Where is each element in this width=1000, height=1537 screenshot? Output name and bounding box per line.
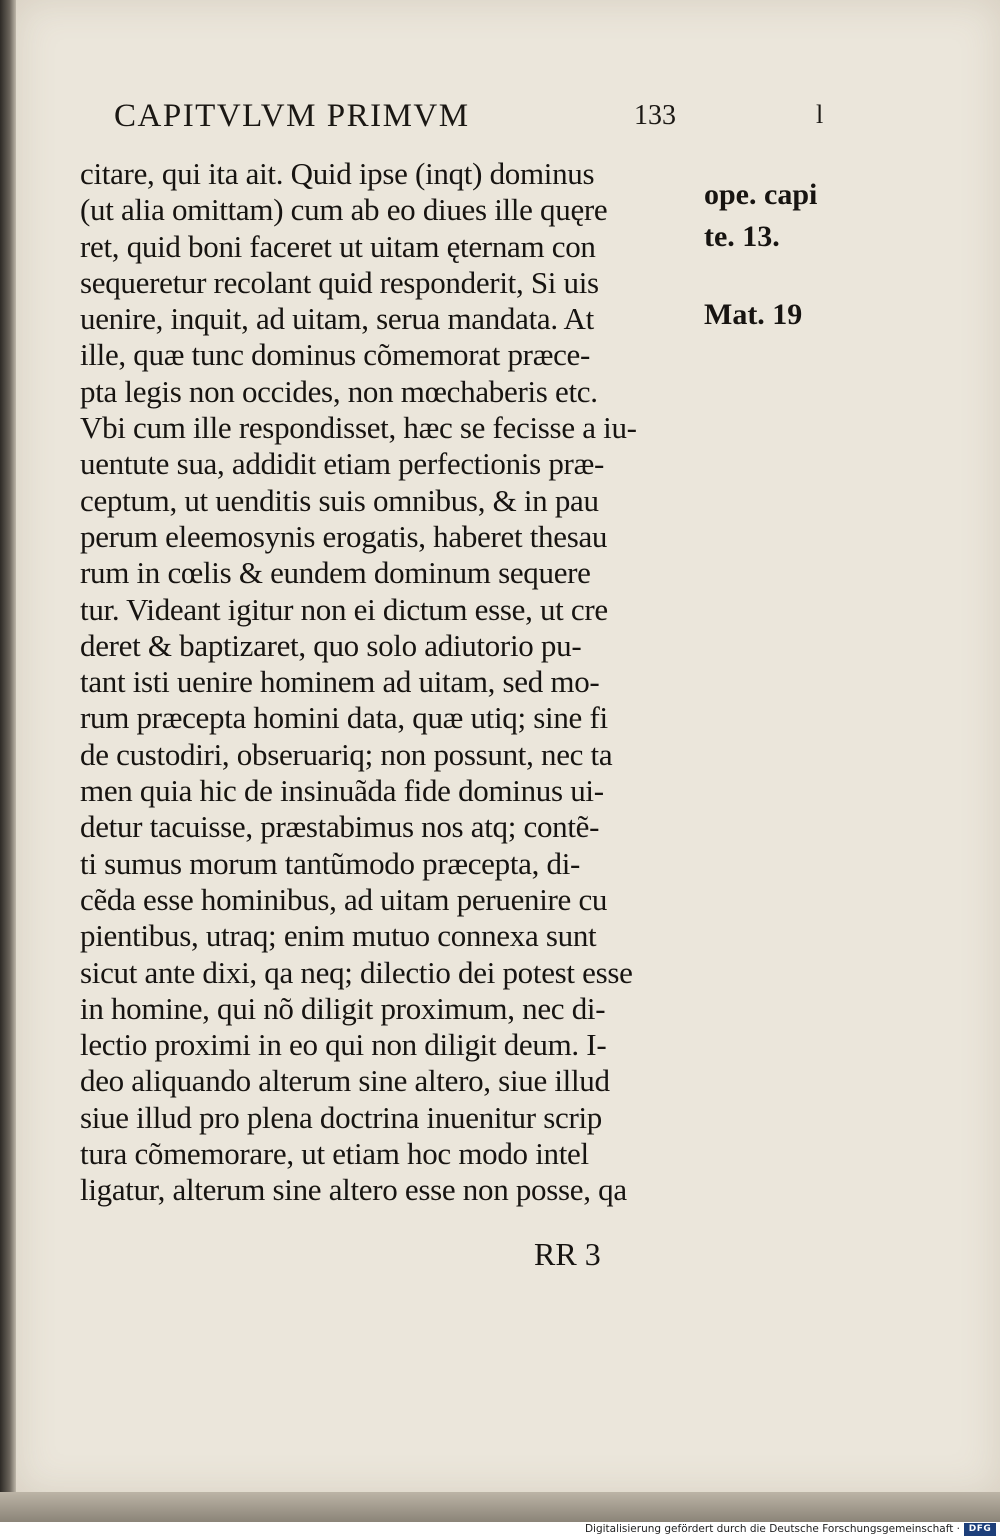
running-title: CAPITVLVM PRIMVM	[114, 98, 470, 134]
text-line: sequeretur recolant quid responderit, Si uis	[80, 264, 599, 300]
text-line: Vbi cum ille respondisset, hæc se fecisse a iu-	[80, 410, 637, 446]
text-line: uentute sua, addidit etiam perfectionis præ-	[80, 446, 604, 482]
credit-bar	[0, 1522, 1000, 1537]
text-line: tura cõmemorare, ut etiam hoc modo intel	[80, 1136, 589, 1172]
dfg-logo: DFG	[964, 1523, 996, 1536]
text-line: tur. Videant igitur non ei dictum esse, ut cre	[80, 591, 608, 627]
text-line: in homine, qui nõ diligit proximum, nec di-	[80, 990, 606, 1026]
text-line: siue illud pro plena doctrina inuenitur scrip	[80, 1099, 602, 1135]
text-line: perum eleemosynis erogatis, haberet thesau	[80, 518, 608, 554]
text-line: ligatur, alterum sine altero esse non posse, qa	[80, 1172, 627, 1208]
corner-mark: l	[816, 100, 824, 129]
text-line: ceptum, ut uenditis suis omnibus, & in pau	[80, 482, 599, 518]
book-page	[16, 0, 1000, 1494]
text-line: uenire, inquit, ad uitam, serua mandata. At	[80, 301, 594, 337]
page-edge-bottom	[0, 1492, 1000, 1522]
text-line: lectio proximi in eo qui non diligit deum. I-	[80, 1027, 607, 1063]
margin-note: ope. capi	[704, 178, 818, 211]
running-head	[114, 98, 694, 142]
credit-text: Digitalisierung gefördert durch die Deutsche Forschungsgemeinschaft ·	[584, 1523, 960, 1535]
margin-note: te. 13.	[704, 220, 780, 253]
text-line: men quia hic de insinuãda fide dominus ui-	[80, 773, 604, 809]
text-line: de custodiri, obseruariq; non possunt, nec ta	[80, 736, 613, 772]
folio-number: 133	[634, 100, 676, 131]
page-edge-left	[0, 0, 16, 1522]
text-line: ret, quid boni faceret ut uitam ęternam con	[80, 228, 596, 264]
text-line: citare, qui ita ait. Quid ipse (inqt) dominus	[80, 156, 595, 191]
text-line: cẽda esse hominibus, ad uitam peruenire cu	[80, 881, 608, 917]
text-line: ti sumus morum tantũmodo præcepta, di-	[80, 845, 581, 881]
text-line: deret & baptizaret, quo solo adiutorio pu-	[80, 627, 582, 663]
text-line: rum præcepta homini data, quæ utiq; sine fi	[80, 700, 608, 736]
text-line: deo aliquando alterum sine altero, siue illud	[80, 1063, 610, 1099]
text-line: (ut alia omittam) cum ab eo diues ille quęre	[80, 192, 608, 228]
text-line: tant isti uenire hominem ad uitam, sed mo-	[80, 664, 600, 700]
text-line: pta legis non occides, non mœchaberis etc.	[80, 373, 598, 409]
text-line: sicut ante dixi, qa neq; dilectio dei potest esse	[80, 954, 633, 990]
text-line: pientibus, utraq; enim mutuo connexa sunt	[80, 918, 597, 954]
signature-mark: RR 3	[534, 1236, 601, 1272]
text-line: rum in cœlis & eundem dominum sequere	[80, 555, 591, 591]
text-line: ille, quæ tunc dominus cõmemorat præce-	[80, 337, 591, 373]
margin-note: Mat. 19	[704, 298, 803, 331]
text-line: detur tacuisse, præstabimus nos atq; contẽ-	[80, 809, 600, 845]
body-text	[80, 156, 720, 1209]
